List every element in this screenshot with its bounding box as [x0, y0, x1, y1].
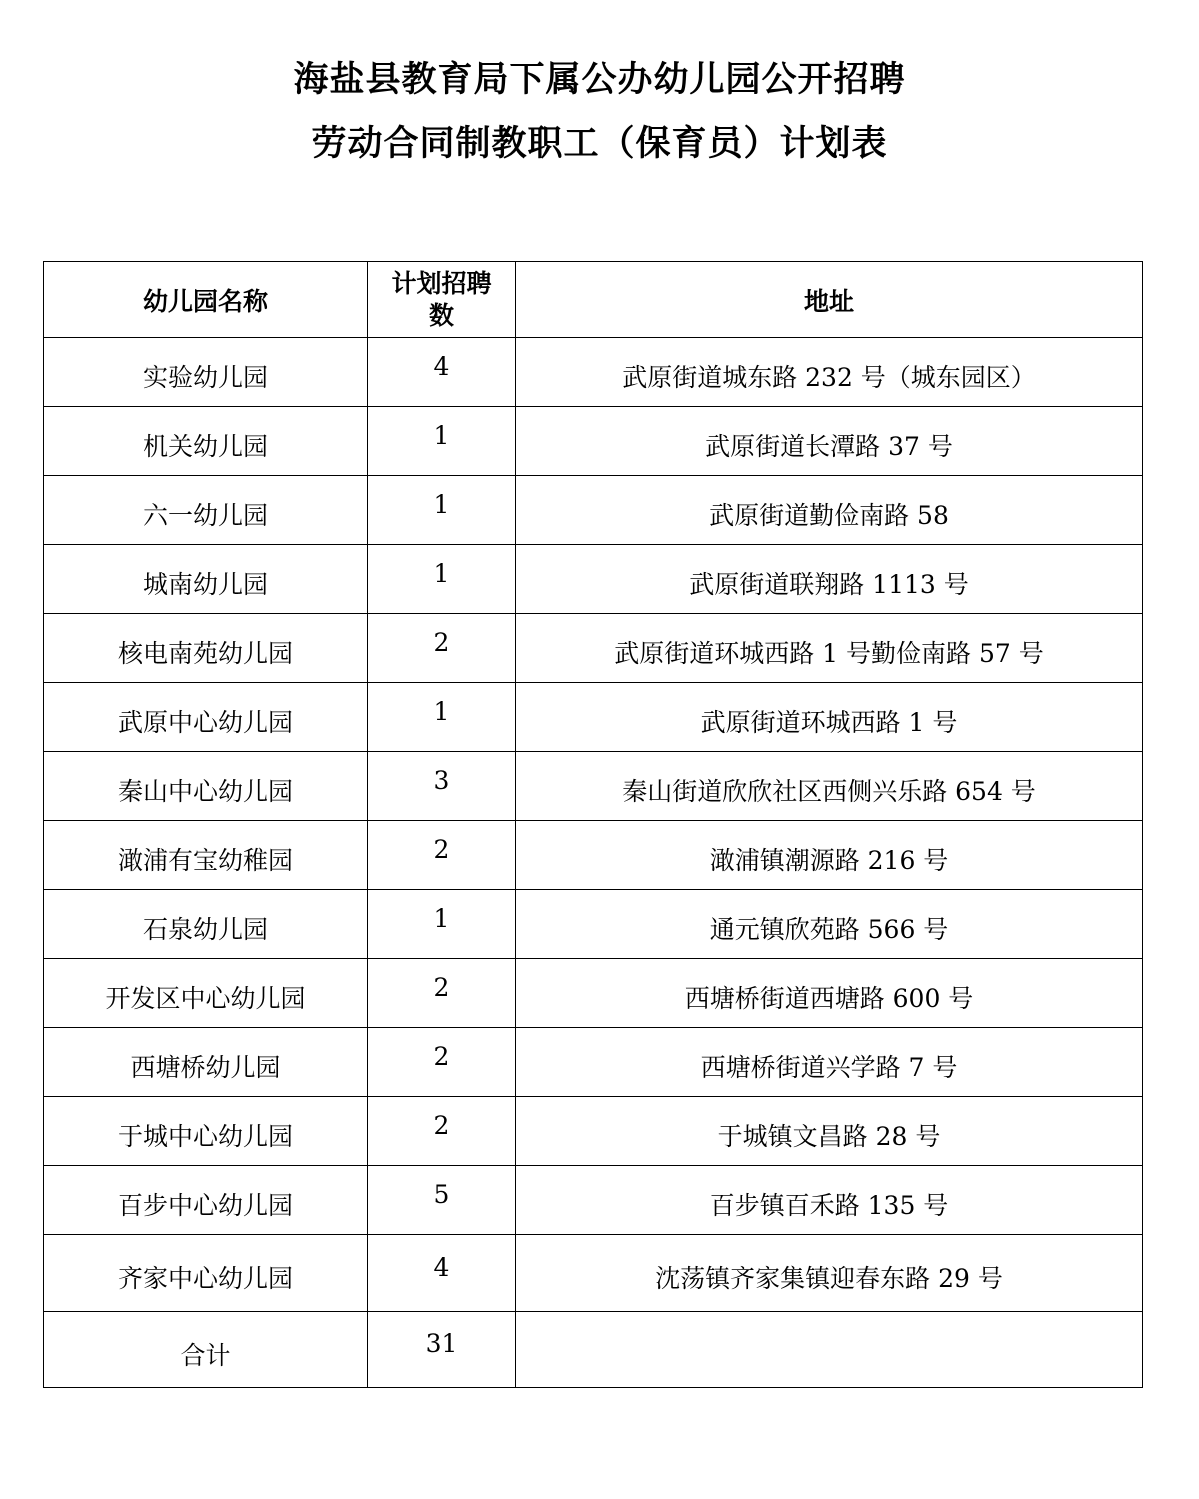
table-row	[44, 545, 1143, 614]
cell-total-label: 合计	[44, 1312, 368, 1388]
table-header-row	[44, 262, 1143, 338]
cell-address: 沈荡镇齐家集镇迎春东路 29 号	[516, 1235, 1143, 1312]
cell-address: 于城镇文昌路 28 号	[516, 1097, 1143, 1166]
cell-address: 武原街道联翔路 1113 号	[516, 545, 1143, 614]
table-row	[44, 614, 1143, 683]
table-row	[44, 1166, 1143, 1235]
cell-count: 2	[368, 1097, 516, 1166]
cell-count: 1	[368, 476, 516, 545]
table-total-row	[44, 1312, 1143, 1388]
cell-name: 西塘桥幼儿园	[44, 1028, 368, 1097]
cell-count: 2	[368, 959, 516, 1028]
table-row	[44, 959, 1143, 1028]
cell-total-address	[516, 1312, 1143, 1388]
table-row	[44, 683, 1143, 752]
cell-name: 实验幼儿园	[44, 338, 368, 407]
table-row	[44, 1235, 1143, 1312]
header-address: 地址	[516, 262, 1143, 338]
page-title-line-2: 劳动合同制教职工（保育员）计划表	[311, 124, 888, 164]
cell-address: 武原街道环城西路 1 号	[516, 683, 1143, 752]
cell-address: 武原街道勤俭南路 58	[516, 476, 1143, 545]
cell-count: 1	[368, 545, 516, 614]
cell-count: 5	[368, 1166, 516, 1235]
cell-name: 百步中心幼儿园	[44, 1166, 368, 1235]
cell-name: 核电南苑幼儿园	[44, 614, 368, 683]
cell-count: 2	[368, 821, 516, 890]
cell-count: 1	[368, 683, 516, 752]
table-row	[44, 407, 1143, 476]
cell-count: 4	[368, 338, 516, 407]
cell-address: 武原街道长潭路 37 号	[516, 407, 1143, 476]
cell-name: 石泉幼儿园	[44, 890, 368, 959]
cell-name: 城南幼儿园	[44, 545, 368, 614]
cell-count: 4	[368, 1235, 516, 1312]
cell-total-count: 31	[368, 1312, 516, 1388]
cell-address: 西塘桥街道西塘路 600 号	[516, 959, 1143, 1028]
cell-count: 1	[368, 407, 516, 476]
cell-name: 开发区中心幼儿园	[44, 959, 368, 1028]
cell-name: 于城中心幼儿园	[44, 1097, 368, 1166]
cell-count: 2	[368, 614, 516, 683]
cell-address: 西塘桥街道兴学路 7 号	[516, 1028, 1143, 1097]
table-row	[44, 476, 1143, 545]
header-planned-count	[368, 262, 516, 338]
cell-count: 3	[368, 752, 516, 821]
table-row	[44, 1028, 1143, 1097]
cell-address: 澉浦镇潮源路 216 号	[516, 821, 1143, 890]
table-row	[44, 338, 1143, 407]
cell-count: 2	[368, 1028, 516, 1097]
header-kindergarten-name: 幼儿园名称	[44, 262, 368, 338]
table-row	[44, 890, 1143, 959]
cell-count: 1	[368, 890, 516, 959]
recruitment-plan-table	[43, 261, 1143, 1388]
cell-address: 百步镇百禾路 135 号	[516, 1166, 1143, 1235]
cell-address: 通元镇欣苑路 566 号	[516, 890, 1143, 959]
table-row	[44, 752, 1143, 821]
table-row	[44, 821, 1143, 890]
cell-name: 澉浦有宝幼稚园	[44, 821, 368, 890]
page-title-line-1: 海盐县教育局下属公办幼儿园公开招聘	[293, 60, 906, 100]
header-planned-count-label: 计划招聘数	[391, 268, 492, 330]
cell-name: 齐家中心幼儿园	[44, 1235, 368, 1312]
cell-name: 秦山中心幼儿园	[44, 752, 368, 821]
cell-name: 机关幼儿园	[44, 407, 368, 476]
table-row	[44, 1097, 1143, 1166]
cell-address: 武原街道环城西路 1 号勤俭南路 57 号	[516, 614, 1143, 683]
cell-address: 秦山街道欣欣社区西侧兴乐路 654 号	[516, 752, 1143, 821]
cell-name: 六一幼儿园	[44, 476, 368, 545]
cell-address: 武原街道城东路 232 号（城东园区）	[516, 338, 1143, 407]
cell-name: 武原中心幼儿园	[44, 683, 368, 752]
